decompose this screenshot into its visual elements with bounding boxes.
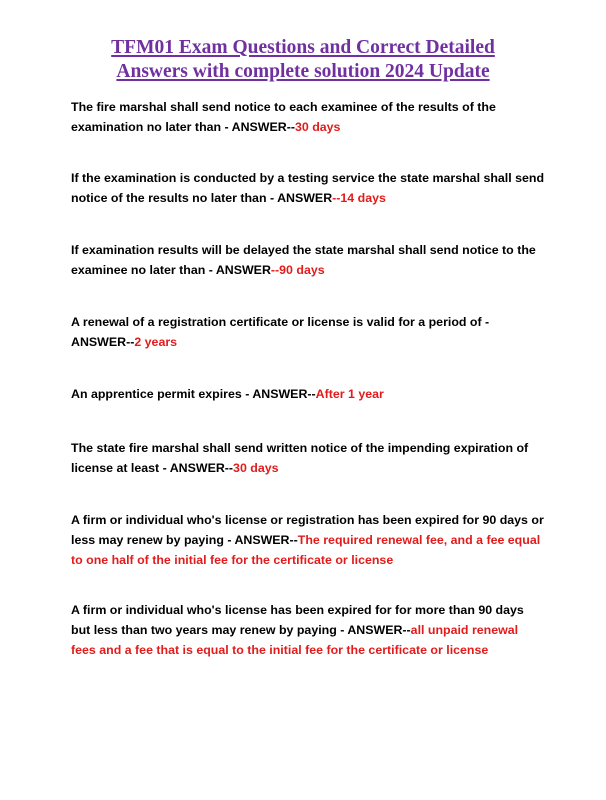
qa-item-4 (71, 312, 551, 352)
qa-item-2 (71, 168, 551, 208)
question-text: A firm or individual who's license has been expired for for more than 90 days (71, 603, 524, 617)
qa-item-7 (71, 510, 551, 570)
answer-text: --90 days (270, 263, 325, 277)
title-line-2: Answers with complete solution 2024 Update (116, 61, 490, 82)
question-text: If examination results will be delayed the state marshal shall send notice to the (71, 243, 536, 257)
question-text: If the examination is conducted by a testing service the state marshal shall send (71, 171, 545, 185)
question-text: examination no later than - ANSWER-- (71, 120, 295, 134)
document-title (40, 36, 566, 84)
answer-text: --14 days (332, 191, 386, 205)
qa-item-1 (71, 97, 551, 137)
qa-item-8 (71, 600, 551, 660)
answer-text: The required renewal fee, and a fee equal (297, 533, 541, 547)
question-text: notice of the results no later than - ANSWER (71, 191, 333, 205)
answer-text: to one half of the initial fee for the certificate or license (71, 553, 394, 567)
question-text: The state fire marshal shall send written notice of the impending expiration of (71, 441, 529, 455)
qa-item-3 (71, 240, 551, 280)
answer-text: 2 years (134, 335, 178, 349)
answer-text: all unpaid renewal (410, 623, 519, 637)
question-text: but less than two years may renew by paying - ANSWER-- (71, 623, 411, 637)
question-text: An apprentice permit expires - ANSWER-- (71, 387, 316, 401)
question-text: The fire marshal shall send notice to each examinee of the results of the (71, 100, 496, 114)
qa-item-6 (71, 438, 551, 478)
question-text: A firm or individual who's license or registration has been expired for 90 days or (71, 513, 544, 527)
answer-text: After 1 year (315, 387, 384, 401)
question-text: ANSWER-- (71, 335, 135, 349)
title-line-1: TFM01 Exam Questions and Correct Detailed (111, 37, 495, 58)
answer-text: fees and a fee that is equal to the initial fee for the certificate or license (71, 643, 489, 657)
question-text: A renewal of a registration certificate or license is valid for a period of - (71, 315, 490, 329)
question-text: less may renew by paying - ANSWER-- (71, 533, 298, 547)
answer-text: 30 days (294, 120, 341, 134)
qa-item-5 (71, 384, 551, 404)
question-text: license at least - ANSWER-- (71, 461, 234, 475)
answer-text: 30 days (233, 461, 279, 475)
question-text: examinee no later than - ANSWER (71, 263, 271, 277)
